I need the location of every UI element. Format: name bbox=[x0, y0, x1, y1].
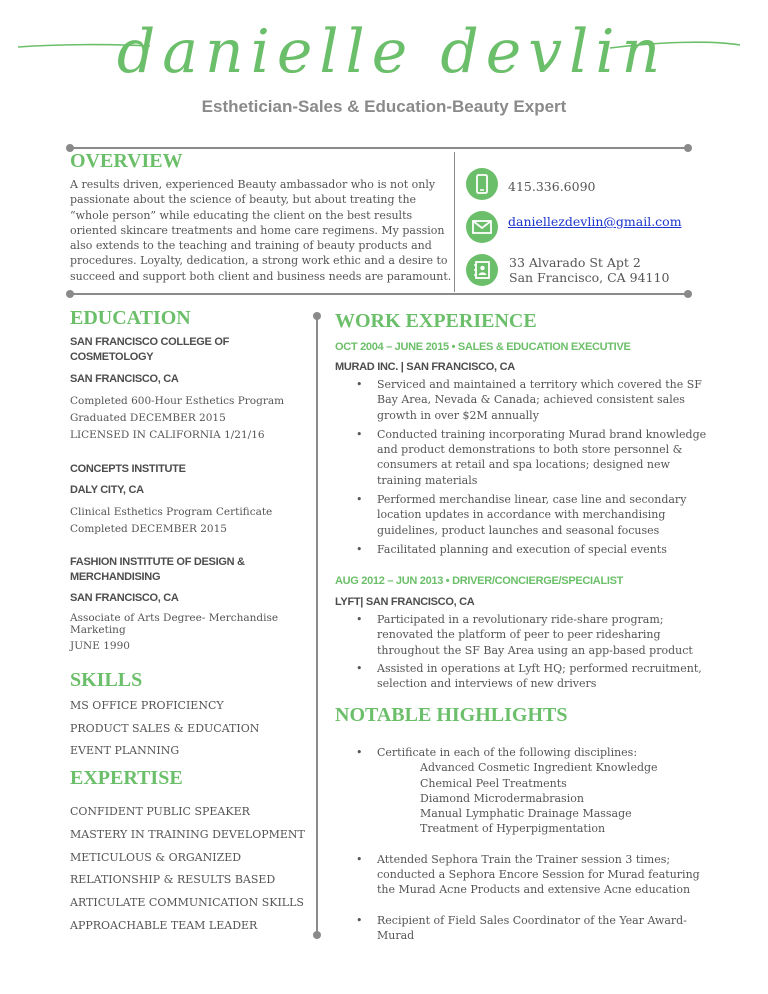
skill-item: PRODUCT SALES & EDUCATION bbox=[70, 722, 260, 735]
overview-line: procedures. Loyalty, dedication, a strong work ethic and a desire to bbox=[70, 254, 448, 268]
school-location: SAN FRANCISCO, CA bbox=[70, 373, 179, 385]
email-link[interactable]: daniellezdevlin@gmail.com bbox=[508, 214, 682, 229]
job-bullet: • Assisted in operations at Lyft HQ; performed recruitment, selection and interviews of new drivers bbox=[335, 661, 735, 692]
school-detail: JUNE 1990 bbox=[70, 640, 130, 652]
job-company: LYFT| SAN FRANCISCO, CA bbox=[335, 596, 475, 608]
highlight-item: • Attended Sephora Train the Trainer session 3 times; conducted a Sephora Encore Session for Murad featuring the Murad Acne Products and extensive Acne education bbox=[335, 852, 745, 898]
address-line: 33 Alvarado St Apt 2 bbox=[509, 255, 641, 270]
school-location: SAN FRANCISCO, CA bbox=[70, 592, 179, 604]
job-heading: OCT 2004 – JUNE 2015 • SALES & EDUCATION EXECUTIVE bbox=[335, 341, 631, 353]
discipline-list bbox=[377, 760, 745, 836]
job-bullet: • Serviced and maintained a territory which covered the SF Bay Area, Nevada & Canada; achieved consistent sales growth in over $2M annually bbox=[335, 377, 735, 423]
school-detail: Clinical Esthetics Program Certificate bbox=[70, 506, 273, 518]
address-line: San Francisco, CA 94110 bbox=[509, 270, 670, 285]
discipline: Chemical Peel Treatments bbox=[420, 776, 567, 790]
phone-icon bbox=[466, 168, 498, 200]
school-detail: Completed 600-Hour Esthetics Program bbox=[70, 395, 285, 407]
subtitle: Esthetician-Sales & Education-Beauty Expert bbox=[201, 97, 567, 116]
work-title: WORK EXPERIENCE bbox=[335, 310, 537, 332]
skill-item: MS OFFICE PROFICIENCY bbox=[70, 699, 224, 712]
job-bullet: • Conducted training incorporating Murad brand knowledge and product demonstrations to both store personnel & consumers at retail and spa locations; designed new training materials bbox=[335, 427, 735, 488]
email-icon bbox=[466, 211, 498, 243]
overview-line: also extends to the teaching and training of beauty products and bbox=[70, 239, 432, 253]
job-bullet: • Participated in a revolutionary ride-share program; renovated the platform of peer to peer ridesharing throughout the SF Bay Area using an app-based product bbox=[335, 612, 735, 658]
school-detail: LICENSED IN CALIFORNIA 1/21/16 bbox=[70, 429, 265, 441]
highlight-item: • Certificate in each of the following disciplines: Advanced Cosmetic Ingredient Knowledge Chemical Peel Treatments Diamond Microdermabrasion Manual Lymphatic Drainage Massage Treatment of Hyperpigmentation bbox=[335, 745, 745, 837]
highlight-bullets bbox=[335, 745, 745, 943]
school-entry bbox=[70, 335, 305, 441]
address-book-icon bbox=[466, 254, 498, 286]
rule-dot bbox=[684, 144, 692, 152]
expertise-item: METICULOUS & ORGANIZED bbox=[70, 851, 242, 864]
overview-line: oriented skincare treatments and home care regimens. My passion bbox=[70, 223, 445, 237]
school-detail: Marketing bbox=[70, 624, 126, 636]
overview-line: passionate about the science of beauty, but about treating the bbox=[70, 193, 417, 207]
column-divider bbox=[316, 316, 318, 934]
education-title: EDUCATION bbox=[70, 307, 191, 329]
job-bullets bbox=[335, 377, 735, 557]
overview-line: “whole person” while educating the client on the best results bbox=[70, 208, 413, 222]
rule-dot bbox=[313, 931, 321, 939]
job-bullet: • Performed merchandise linear, case line and secondary location updates in accordance with merchandising guidelines, product launches and seasonal focuses bbox=[335, 492, 735, 538]
discipline: Manual Lymphatic Drainage Massage bbox=[420, 807, 632, 821]
job-bullets bbox=[335, 612, 735, 691]
discipline: Diamond Microdermabrasion bbox=[420, 791, 584, 805]
overview-line: A results driven, experienced Beauty ambassador who is not only bbox=[70, 178, 436, 191]
school-detail: Graduated DECEMBER 2015 bbox=[70, 412, 226, 424]
expertise-item: CONFIDENT PUBLIC SPEAKER bbox=[70, 805, 250, 818]
school-name: CONCEPTS INSTITUTE bbox=[70, 463, 186, 475]
school-location: DALY CITY, CA bbox=[70, 484, 144, 496]
job-bullet: • Facilitated planning and execution of special events bbox=[335, 542, 735, 557]
discipline: Advanced Cosmetic Ingredient Knowledge bbox=[420, 761, 658, 775]
job-heading: AUG 2012 – JUN 2013 • DRIVER/CONCIERGE/SPECIALIST bbox=[335, 575, 624, 587]
name-text: danielle devlin bbox=[116, 17, 668, 87]
overview-title: OVERVIEW bbox=[70, 150, 183, 172]
expertise-item: MASTERY IN TRAINING DEVELOPMENT bbox=[70, 828, 305, 841]
expertise-item: APPROACHABLE TEAM LEADER bbox=[70, 919, 258, 932]
name-banner bbox=[0, 0, 768, 100]
school-entry bbox=[70, 555, 305, 652]
job-company: MURAD INC. | SAN FRANCISCO, CA bbox=[335, 361, 515, 373]
skill-item: EVENT PLANNING bbox=[70, 744, 180, 757]
highlights-title: NOTABLE HIGHLIGHTS bbox=[335, 704, 568, 726]
highlight-item: • Recipient of Field Sales Coordinator of the Year Award- Murad bbox=[335, 913, 745, 944]
skills-title: SKILLS bbox=[70, 669, 143, 691]
top-rule bbox=[70, 147, 688, 149]
school-entry bbox=[70, 462, 305, 535]
overview-divider bbox=[454, 152, 455, 292]
address bbox=[509, 255, 669, 285]
school-name: MERCHANDISING bbox=[70, 571, 161, 583]
phone-number[interactable]: 415.336.6090 bbox=[508, 179, 596, 194]
expertise-item: RELATIONSHIP & RESULTS BASED bbox=[70, 873, 276, 886]
expertise-title: EXPERTISE bbox=[70, 767, 183, 789]
expertise-item: ARTICULATE COMMUNICATION SKILLS bbox=[70, 896, 304, 909]
school-name: FASHION INSTITUTE OF DESIGN & bbox=[70, 556, 245, 568]
rule-dot bbox=[684, 290, 692, 298]
school-name: COSMETOLOGY bbox=[70, 351, 154, 363]
middle-rule bbox=[70, 293, 688, 295]
school-detail: Completed DECEMBER 2015 bbox=[70, 523, 227, 535]
discipline: Treatment of Hyperpigmentation bbox=[420, 822, 606, 836]
school-detail: Associate of Arts Degree- Merchandise bbox=[70, 612, 279, 624]
overview-line: succeed and support both client and business needs are paramount. bbox=[70, 269, 452, 283]
school-name: SAN FRANCISCO COLLEGE OF bbox=[70, 336, 230, 348]
overview-body bbox=[70, 177, 455, 284]
